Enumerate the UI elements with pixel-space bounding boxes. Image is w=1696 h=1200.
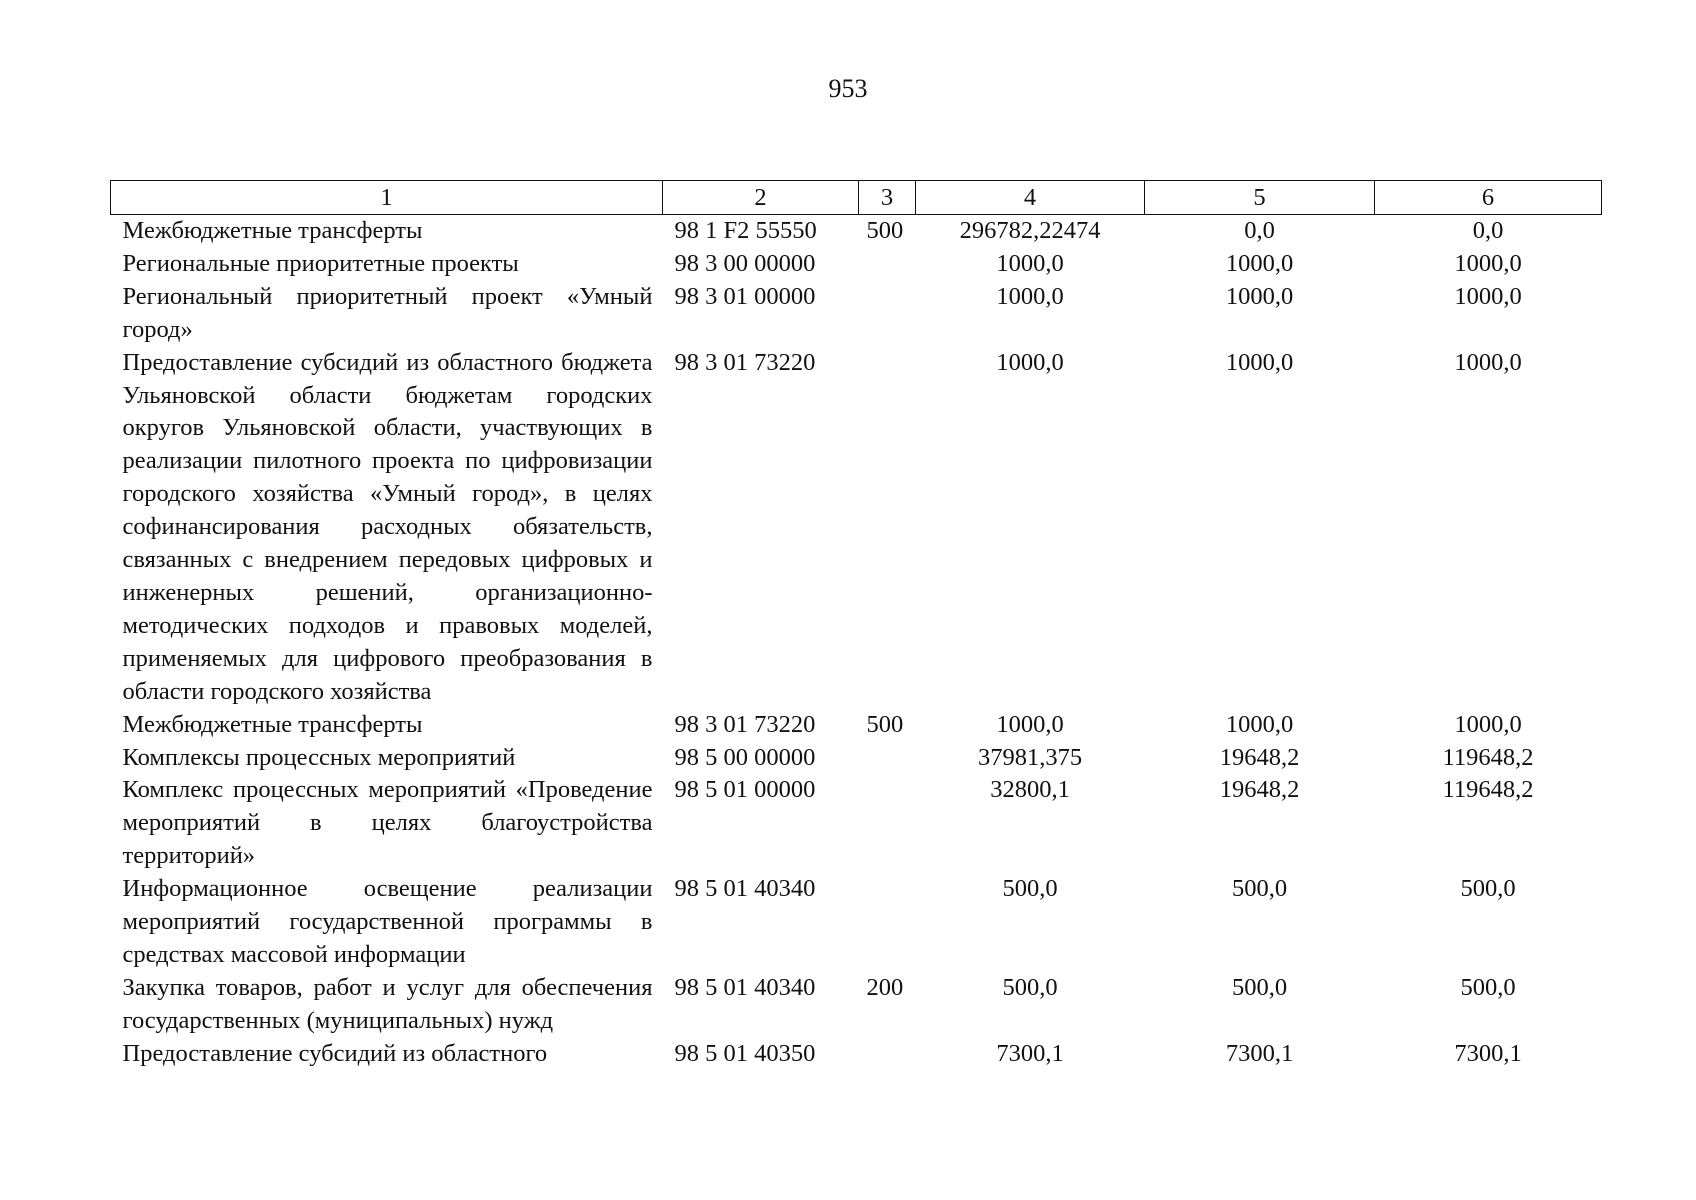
row-name: Региональные приоритетные проекты (122, 249, 519, 277)
row-name: Региональный приоритетный проект «Умный город» (122, 282, 653, 343)
table-row (111, 972, 1602, 1038)
row-expense-type: 500 (866, 217, 904, 244)
row-expense-type (859, 281, 916, 347)
budget-table (110, 180, 1602, 1071)
row-name: Закупка товаров, работ и услуг для обеспечения государственных (муниципальных) нужд (122, 973, 653, 1034)
row-name: Предоставление субсидий из областного бюджета Ульяновской области бюджетам городских округов Ульяновской области, участвующих в реализации пилотного проекта по цифровизации городского хозяйства «Умный город», в целях софинансирования расходных обязательств, связанных с внедрением передовых цифровых и инженерных решений, организационно-методических подходов и правовых моделей, применяемых для цифрового преобразования в области городского хозяйства (122, 348, 653, 705)
row-value-col6: 1000,0 (1454, 249, 1522, 277)
header-col-1: 1 (111, 181, 663, 215)
row-expense-type (859, 1038, 916, 1071)
row-value-col5: 1000,0 (1225, 348, 1294, 376)
row-expense-type (859, 873, 916, 972)
row-code: 98 5 01 40340 (674, 973, 816, 1001)
row-value-col6: 500,0 (1460, 973, 1516, 1001)
table-row (111, 742, 1602, 775)
row-value-col4: 1000,0 (996, 249, 1064, 277)
row-value-col6: 1000,0 (1454, 348, 1522, 376)
row-value-col6: 500,0 (1460, 875, 1516, 903)
row-code: 98 3 01 73220 (674, 710, 816, 738)
row-value-col4: 32800,1 (990, 776, 1070, 804)
row-value-col5: 500,0 (1231, 973, 1288, 1001)
row-code: 98 5 01 40340 (674, 875, 816, 903)
row-expense-type (859, 248, 916, 281)
row-code: 98 1 F2 55550 (674, 217, 817, 244)
header-col-6: 6 (1375, 181, 1602, 215)
row-value-col5: 500,0 (1231, 875, 1288, 903)
row-value-col6: 0,0 (1472, 217, 1504, 244)
row-value-col4: 1000,0 (996, 282, 1064, 310)
row-value-col6: 119648,2 (1442, 743, 1534, 771)
row-expense-type (859, 347, 916, 709)
row-code: 98 3 01 73220 (674, 348, 816, 376)
row-value-col6: 7300,1 (1454, 1039, 1522, 1067)
row-expense-type (859, 742, 916, 775)
row-value-col6: 1000,0 (1454, 710, 1522, 738)
row-value-col4: 1000,0 (996, 710, 1064, 738)
row-value-col5: 0,0 (1244, 217, 1275, 244)
header-col-5: 5 (1145, 181, 1375, 215)
row-name: Информационное освещение реализации мероприятий государственной программы в средствах массовой информации (122, 875, 653, 968)
row-code: 98 3 00 00000 (674, 249, 816, 277)
row-value-col6: 1000,0 (1454, 282, 1522, 310)
row-value-col6: 119648,2 (1442, 776, 1534, 804)
row-code: 98 5 01 00000 (674, 776, 816, 804)
table-row (111, 709, 1602, 742)
header-col-3: 3 (859, 181, 916, 215)
row-value-col4: 500,0 (1002, 973, 1058, 1001)
row-value-col5: 1000,0 (1225, 710, 1294, 738)
header-col-4: 4 (916, 181, 1145, 215)
row-name: Предоставление субсидий из областного (122, 1039, 548, 1067)
table-row (111, 281, 1602, 347)
row-value-col5: 19648,2 (1219, 776, 1300, 804)
row-value-col4: 296782,22474 (959, 217, 1101, 244)
table-header-row (111, 181, 1602, 215)
table-row (111, 248, 1602, 281)
row-value-col5: 7300,1 (1225, 1039, 1294, 1067)
row-value-col4: 7300,1 (996, 1039, 1064, 1067)
row-value-col4: 37981,375 (977, 743, 1083, 771)
table-row (111, 215, 1602, 248)
row-value-col4: 500,0 (1002, 875, 1058, 903)
row-code: 98 5 00 00000 (674, 743, 816, 771)
table-row (111, 1038, 1602, 1071)
table-row (111, 873, 1602, 972)
row-code: 98 5 01 40350 (674, 1039, 816, 1067)
header-col-2: 2 (663, 181, 859, 215)
row-expense-type (859, 774, 916, 873)
row-name: Межбюджетные трансферты (122, 710, 423, 738)
row-value-col4: 1000,0 (996, 348, 1064, 376)
row-expense-type: 500 (866, 710, 904, 738)
table-row (111, 774, 1602, 873)
row-name: Комплексы процессных мероприятий (122, 743, 516, 771)
row-name: Комплекс процессных мероприятий «Проведение мероприятий в целях благоустройства территорий» (122, 776, 653, 870)
budget-table-container (110, 180, 1601, 1071)
row-value-col5: 19648,2 (1219, 743, 1300, 771)
table-row (111, 347, 1602, 709)
row-value-col5: 1000,0 (1225, 282, 1294, 310)
page-number: 953 (828, 74, 868, 103)
row-code: 98 3 01 00000 (674, 282, 816, 310)
row-name: Межбюджетные трансферты (122, 217, 423, 244)
row-value-col5: 1000,0 (1225, 249, 1294, 277)
row-expense-type: 200 (866, 973, 904, 1001)
